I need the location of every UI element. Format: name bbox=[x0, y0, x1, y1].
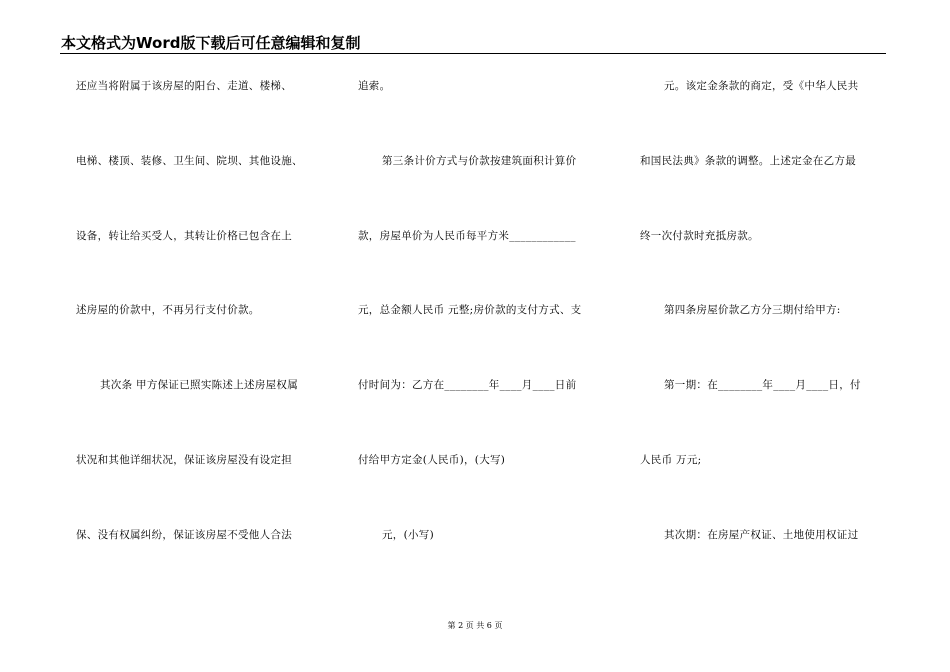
col2-line-7: 元，(小写) bbox=[382, 529, 434, 541]
col1-line-7: 保、没有权属纠纷，保证该房屋不受他人合法 bbox=[76, 529, 292, 541]
col3-line-2: 和国民法典》条款的调整。上述定金在乙方最 bbox=[640, 155, 856, 167]
col1-line-5: 其次条 甲方保证已照实陈述上述房屋权属 bbox=[100, 379, 299, 391]
col1-line-4: 述房屋的价款中，不再另行支付价款。 bbox=[76, 304, 260, 316]
col2-line-6: 付给甲方定金(人民币)，(大写) bbox=[358, 454, 506, 466]
col3-line-5: 第一期：在________年____月____日，付 bbox=[664, 379, 861, 391]
page-number: 第 2 页 共 6 页 bbox=[447, 621, 503, 630]
header-rule bbox=[60, 53, 886, 54]
col2-line-5: 付时间为：乙方在________年____月____日前 bbox=[358, 379, 577, 391]
col2-line-1: 追索。 bbox=[358, 80, 391, 92]
col2-line-4: 元，总金额人民币 元整;房价款的支付方式、支 bbox=[358, 304, 582, 316]
col3-line-4: 第四条房屋价款乙方分三期付给甲方: bbox=[664, 304, 841, 316]
col1-line-6: 状况和其他详细状况，保证该房屋没有设定担 bbox=[76, 454, 292, 466]
document-header-title: 本文格式为Word版下载后可任意编辑和复制 bbox=[61, 34, 361, 52]
col2-line-2: 第三条计价方式与价款按建筑面积计算价 bbox=[382, 155, 577, 167]
col1-line-3: 设备，转让给买受人，其转让价格已包含在上 bbox=[76, 230, 292, 242]
col1-line-1: 还应当将附属于该房屋的阳台、走道、楼梯、 bbox=[76, 80, 292, 92]
col3-line-1: 元。该定金条款的商定，受《中华人民共 bbox=[664, 80, 859, 92]
col1-line-2: 电梯、楼顶、装修、卫生间、院坝、其他设施、 bbox=[76, 155, 303, 167]
col3-line-6: 人民币 万元; bbox=[640, 454, 702, 466]
col3-line-3: 终一次付款时充抵房款。 bbox=[640, 230, 759, 242]
col3-line-7: 其次期：在房屋产权证、土地使用权证过 bbox=[664, 529, 859, 541]
col2-line-3: 款，房屋单价为人民币每平方米____________ bbox=[358, 230, 576, 242]
